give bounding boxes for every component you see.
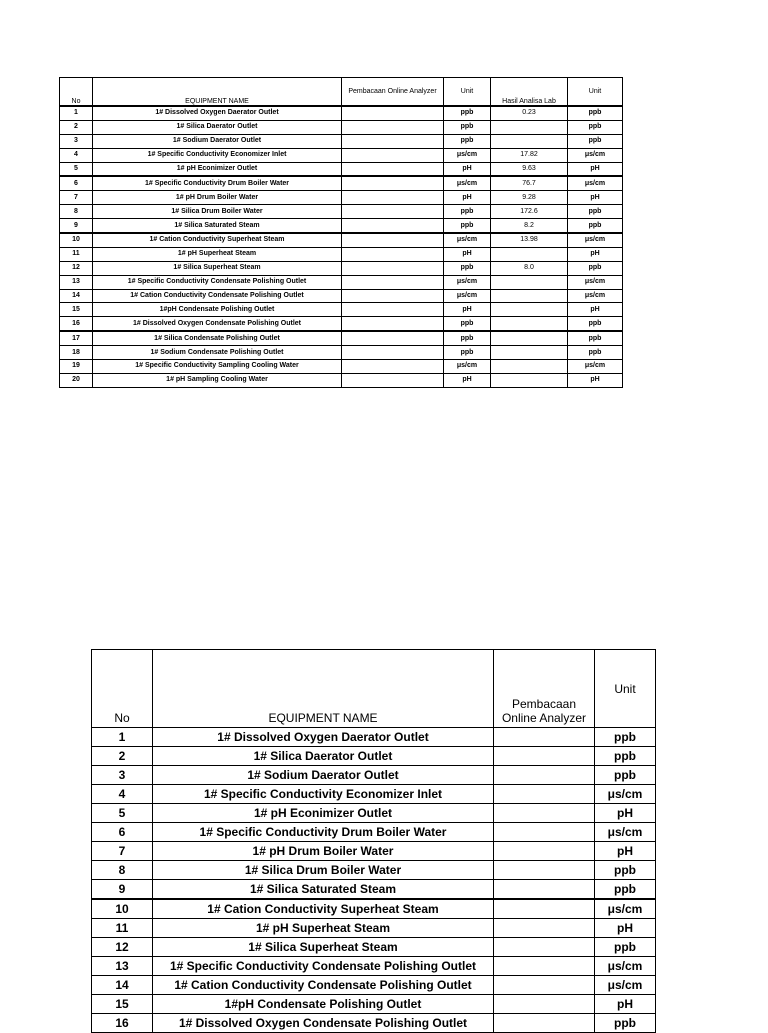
- cell-lab: [491, 275, 568, 289]
- header-lab-result: Hasil Analisa Lab: [491, 78, 568, 107]
- table-row: [92, 899, 656, 919]
- table-row: [92, 861, 656, 880]
- cell-unit: ppb: [595, 728, 656, 747]
- cell-unit: ppb: [595, 880, 656, 900]
- table-row: [92, 995, 656, 1014]
- cell-online: [342, 303, 444, 317]
- cell-unit2: pH: [568, 303, 623, 317]
- header-unit-2: Unit: [568, 78, 623, 107]
- cell-no: 6: [60, 176, 93, 190]
- cell-no: 9: [60, 219, 93, 233]
- cell-unit2: μs/cm: [568, 275, 623, 289]
- cell-name: 1#pH Condensate Polishing Outlet: [153, 995, 494, 1014]
- table-row: [60, 303, 623, 317]
- cell-online: [494, 804, 595, 823]
- cell-online: [342, 317, 444, 331]
- cell-online: [494, 957, 595, 976]
- cell-lab: [491, 331, 568, 345]
- cell-no: 7: [60, 191, 93, 205]
- cell-online: [342, 134, 444, 148]
- cell-name: 1# Dissolved Oxygen Daerator Outlet: [93, 106, 342, 120]
- table-row: [60, 191, 623, 205]
- table-row: [60, 219, 623, 233]
- cell-no: 5: [92, 804, 153, 823]
- table-row: [92, 919, 656, 938]
- cell-name: 1# Sodium Daerator Outlet: [93, 134, 342, 148]
- analysis-table-full: [59, 77, 623, 388]
- table-header-row: [92, 650, 656, 728]
- cell-unit2: pH: [568, 373, 623, 387]
- header-online-analyzer: Pembacaan Online Analyzer: [342, 78, 444, 107]
- cell-no: 2: [60, 120, 93, 134]
- cell-name: 1# Silica Superheat Steam: [153, 938, 494, 957]
- cell-online: [342, 346, 444, 360]
- cell-online: [494, 842, 595, 861]
- cell-lab: [491, 346, 568, 360]
- cell-unit2: pH: [568, 191, 623, 205]
- table-row: [60, 233, 623, 247]
- cell-name: 1# pH Drum Boiler Water: [93, 191, 342, 205]
- cell-unit: μs/cm: [595, 823, 656, 842]
- cell-no: 11: [60, 247, 93, 261]
- cell-online: [494, 880, 595, 900]
- header-no: No: [60, 78, 93, 107]
- cell-no: 3: [92, 766, 153, 785]
- cell-unit: pH: [444, 247, 491, 261]
- cell-unit2: pH: [568, 247, 623, 261]
- cell-online: [494, 1014, 595, 1033]
- cell-unit: μs/cm: [444, 360, 491, 374]
- cell-unit2: μs/cm: [568, 360, 623, 374]
- cell-unit: μs/cm: [444, 275, 491, 289]
- cell-unit: pH: [444, 303, 491, 317]
- cell-no: 20: [60, 373, 93, 387]
- cell-lab: 76.7: [491, 176, 568, 190]
- cell-name: 1# Silica Daerator Outlet: [93, 120, 342, 134]
- cell-name: 1# Silica Condensate Polishing Outlet: [93, 331, 342, 345]
- cell-no: 13: [92, 957, 153, 976]
- cell-no: 4: [92, 785, 153, 804]
- table-row: [92, 1014, 656, 1033]
- cell-online: [342, 176, 444, 190]
- analysis-table-zoomed: [91, 649, 656, 1033]
- cell-name: 1# Silica Saturated Steam: [93, 219, 342, 233]
- cell-lab: [491, 134, 568, 148]
- cell-no: 7: [92, 842, 153, 861]
- cell-lab: 8.2: [491, 219, 568, 233]
- table-row: [60, 289, 623, 303]
- cell-online: [494, 919, 595, 938]
- cell-no: 14: [60, 289, 93, 303]
- cell-online: [494, 823, 595, 842]
- header-online-analyzer: Pembacaan Online Analyzer: [494, 650, 595, 728]
- cell-online: [342, 120, 444, 134]
- cell-online: [342, 205, 444, 219]
- cell-online: [342, 219, 444, 233]
- cell-name: 1# Specific Conductivity Drum Boiler Water: [93, 176, 342, 190]
- table-row: [60, 176, 623, 190]
- cell-online: [342, 162, 444, 176]
- cell-lab: 0.23: [491, 106, 568, 120]
- cell-online: [342, 373, 444, 387]
- cell-unit: pH: [444, 162, 491, 176]
- cell-online: [494, 995, 595, 1014]
- table-row: [92, 766, 656, 785]
- cell-unit: μs/cm: [444, 176, 491, 190]
- cell-unit: μs/cm: [595, 899, 656, 919]
- cell-name: 1# Specific Conductivity Sampling Cooling Water: [93, 360, 342, 374]
- cell-no: 16: [92, 1014, 153, 1033]
- cell-unit: ppb: [444, 134, 491, 148]
- cell-lab: [491, 120, 568, 134]
- cell-name: 1# Silica Drum Boiler Water: [93, 205, 342, 219]
- cell-unit: ppb: [444, 346, 491, 360]
- table-row: [60, 346, 623, 360]
- table-row: [92, 957, 656, 976]
- cell-name: 1# Sodium Condensate Polishing Outlet: [93, 346, 342, 360]
- cell-name: 1# Silica Superheat Steam: [93, 261, 342, 275]
- table-row: [60, 120, 623, 134]
- table-row: [60, 360, 623, 374]
- cell-no: 2: [92, 747, 153, 766]
- header-equipment-name: EQUIPMENT NAME: [153, 650, 494, 728]
- cell-unit: pH: [595, 842, 656, 861]
- cell-no: 14: [92, 976, 153, 995]
- cell-name: 1# Dissolved Oxygen Condensate Polishing Outlet: [93, 317, 342, 331]
- cell-no: 10: [60, 233, 93, 247]
- cell-name: 1# Silica Daerator Outlet: [153, 747, 494, 766]
- cell-unit: pH: [595, 995, 656, 1014]
- cell-name: 1# pH Econimizer Outlet: [153, 804, 494, 823]
- table-row: [60, 331, 623, 345]
- cell-unit: ppb: [444, 120, 491, 134]
- cell-no: 11: [92, 919, 153, 938]
- cell-name: 1# Cation Conductivity Condensate Polishing Outlet: [93, 289, 342, 303]
- cell-online: [494, 747, 595, 766]
- table-row: [60, 373, 623, 387]
- cell-lab: [491, 247, 568, 261]
- cell-lab: [491, 360, 568, 374]
- cell-name: 1# Cation Conductivity Condensate Polishing Outlet: [153, 976, 494, 995]
- cell-unit: μs/cm: [595, 957, 656, 976]
- cell-online: [342, 106, 444, 120]
- table-header-row: [60, 78, 623, 107]
- cell-name: 1# Specific Conductivity Drum Boiler Water: [153, 823, 494, 842]
- cell-name: 1# Cation Conductivity Superheat Steam: [93, 233, 342, 247]
- cell-no: 15: [60, 303, 93, 317]
- cell-unit: pH: [444, 373, 491, 387]
- cell-no: 1: [92, 728, 153, 747]
- cell-name: 1# pH Sampling Cooling Water: [93, 373, 342, 387]
- cell-name: 1# Dissolved Oxygen Daerator Outlet: [153, 728, 494, 747]
- cell-unit: μs/cm: [444, 289, 491, 303]
- table-row: [92, 747, 656, 766]
- cell-unit2: μs/cm: [568, 289, 623, 303]
- cell-name: 1# Specific Conductivity Condensate Polishing Outlet: [153, 957, 494, 976]
- cell-lab: [491, 289, 568, 303]
- cell-online: [494, 976, 595, 995]
- cell-online: [342, 289, 444, 303]
- cell-unit: pH: [444, 191, 491, 205]
- cell-name: 1# pH Superheat Steam: [153, 919, 494, 938]
- cell-online: [494, 728, 595, 747]
- cell-lab: [491, 303, 568, 317]
- cell-online: [342, 247, 444, 261]
- cell-name: 1# Specific Conductivity Economizer Inlet: [93, 148, 342, 162]
- cell-no: 12: [92, 938, 153, 957]
- cell-online: [494, 785, 595, 804]
- cell-online: [342, 275, 444, 289]
- cell-unit: ppb: [595, 766, 656, 785]
- cell-no: 9: [92, 880, 153, 900]
- cell-online: [494, 899, 595, 919]
- cell-unit: ppb: [595, 861, 656, 880]
- cell-unit: ppb: [595, 747, 656, 766]
- table-row: [60, 205, 623, 219]
- cell-unit: ppb: [444, 106, 491, 120]
- cell-unit: ppb: [444, 261, 491, 275]
- table-row: [92, 823, 656, 842]
- cell-no: 6: [92, 823, 153, 842]
- cell-name: 1# Silica Drum Boiler Water: [153, 861, 494, 880]
- cell-unit2: μs/cm: [568, 176, 623, 190]
- table-row: [60, 106, 623, 120]
- table-row: [92, 880, 656, 900]
- cell-no: 10: [92, 899, 153, 919]
- cell-no: 19: [60, 360, 93, 374]
- cell-unit2: ppb: [568, 106, 623, 120]
- table-row: [92, 976, 656, 995]
- table-row: [92, 728, 656, 747]
- cell-unit: ppb: [595, 1014, 656, 1033]
- cell-online: [494, 938, 595, 957]
- cell-unit2: ppb: [568, 120, 623, 134]
- cell-name: 1# Specific Conductivity Economizer Inlet: [153, 785, 494, 804]
- table-row: [60, 134, 623, 148]
- cell-no: 16: [60, 317, 93, 331]
- table-row: [60, 162, 623, 176]
- cell-unit: μs/cm: [595, 785, 656, 804]
- cell-lab: 13.98: [491, 233, 568, 247]
- cell-online: [342, 261, 444, 275]
- cell-online: [342, 191, 444, 205]
- cell-name: 1# Dissolved Oxygen Condensate Polishing Outlet: [153, 1014, 494, 1033]
- cell-name: 1# pH Drum Boiler Water: [153, 842, 494, 861]
- cell-unit: pH: [595, 919, 656, 938]
- cell-unit2: ppb: [568, 134, 623, 148]
- cell-unit2: ppb: [568, 205, 623, 219]
- cell-lab: [491, 373, 568, 387]
- cell-online: [342, 148, 444, 162]
- cell-name: 1# Specific Conductivity Condensate Polishing Outlet: [93, 275, 342, 289]
- cell-unit2: ppb: [568, 219, 623, 233]
- cell-unit2: μs/cm: [568, 148, 623, 162]
- cell-no: 17: [60, 331, 93, 345]
- cell-online: [342, 360, 444, 374]
- cell-unit: ppb: [595, 938, 656, 957]
- table-row: [92, 938, 656, 957]
- table-row: [92, 804, 656, 823]
- cell-unit: ppb: [444, 205, 491, 219]
- cell-unit2: ppb: [568, 346, 623, 360]
- header-unit: Unit: [444, 78, 491, 107]
- cell-name: 1#pH Condensate Polishing Outlet: [93, 303, 342, 317]
- header-no: No: [92, 650, 153, 728]
- cell-lab: [491, 317, 568, 331]
- cell-online: [342, 331, 444, 345]
- cell-no: 8: [92, 861, 153, 880]
- table-row: [60, 247, 623, 261]
- table-row: [92, 842, 656, 861]
- cell-unit: μs/cm: [595, 976, 656, 995]
- cell-name: 1# Sodium Daerator Outlet: [153, 766, 494, 785]
- cell-unit2: ppb: [568, 331, 623, 345]
- cell-unit: ppb: [444, 331, 491, 345]
- cell-lab: 9.28: [491, 191, 568, 205]
- cell-no: 12: [60, 261, 93, 275]
- cell-online: [342, 233, 444, 247]
- cell-unit: μs/cm: [444, 148, 491, 162]
- table-row: [92, 785, 656, 804]
- header-unit: Unit: [595, 650, 656, 728]
- cell-unit2: ppb: [568, 261, 623, 275]
- cell-lab: 9.63: [491, 162, 568, 176]
- cell-no: 5: [60, 162, 93, 176]
- header-equipment-name: EQUIPMENT NAME: [93, 78, 342, 107]
- cell-name: 1# pH Superheat Steam: [93, 247, 342, 261]
- cell-unit2: μs/cm: [568, 233, 623, 247]
- cell-unit: pH: [595, 804, 656, 823]
- cell-no: 15: [92, 995, 153, 1014]
- cell-no: 3: [60, 134, 93, 148]
- cell-unit2: ppb: [568, 317, 623, 331]
- cell-no: 8: [60, 205, 93, 219]
- cell-unit: μs/cm: [444, 233, 491, 247]
- cell-lab: 172.6: [491, 205, 568, 219]
- cell-lab: 17.82: [491, 148, 568, 162]
- cell-unit: ppb: [444, 317, 491, 331]
- cell-online: [494, 766, 595, 785]
- cell-lab: 8.0: [491, 261, 568, 275]
- cell-name: 1# Silica Saturated Steam: [153, 880, 494, 900]
- cell-name: 1# pH Econimizer Outlet: [93, 162, 342, 176]
- cell-no: 1: [60, 106, 93, 120]
- cell-no: 18: [60, 346, 93, 360]
- cell-no: 4: [60, 148, 93, 162]
- cell-unit2: pH: [568, 162, 623, 176]
- table-row: [60, 275, 623, 289]
- cell-no: 13: [60, 275, 93, 289]
- cell-name: 1# Cation Conductivity Superheat Steam: [153, 899, 494, 919]
- table-row: [60, 148, 623, 162]
- table-row: [60, 261, 623, 275]
- cell-online: [494, 861, 595, 880]
- cell-unit: ppb: [444, 219, 491, 233]
- table-row: [60, 317, 623, 331]
